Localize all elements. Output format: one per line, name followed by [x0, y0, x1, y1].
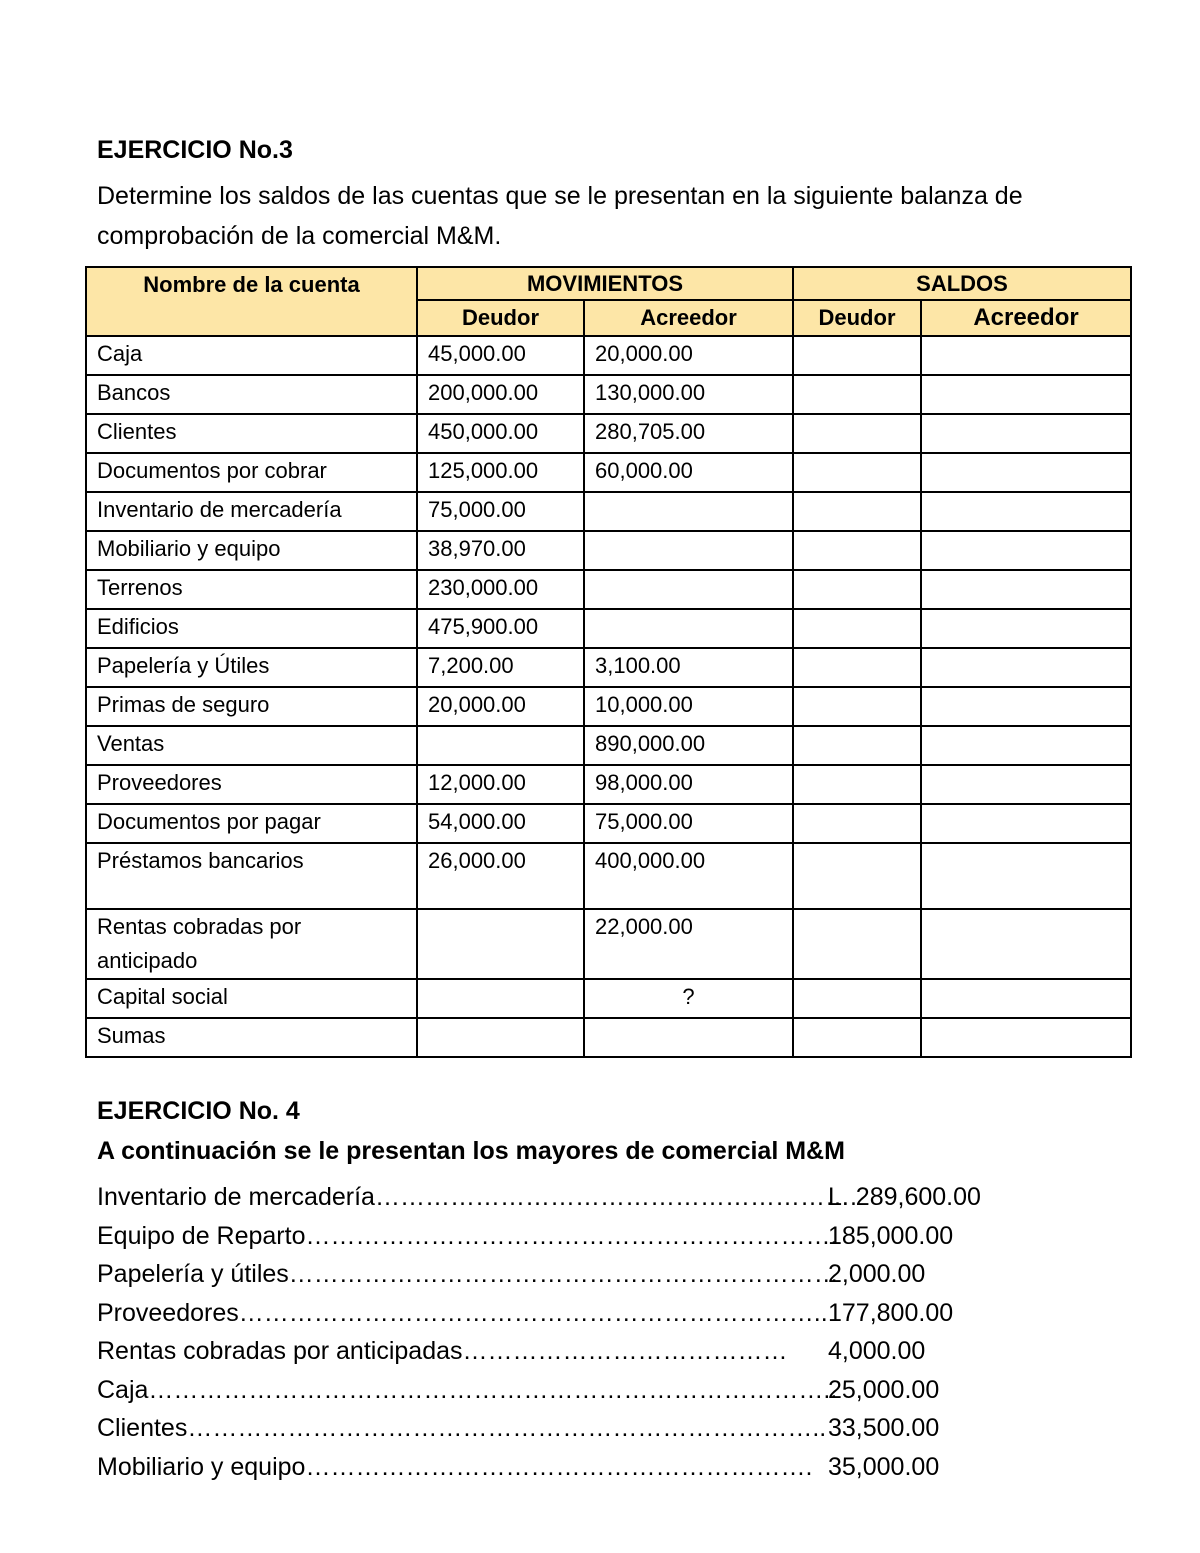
table-row: [86, 648, 1131, 687]
dot-leader: ……………………………………………………………..: [238, 1298, 828, 1327]
cell-movement-debit: 20,000.00: [417, 687, 584, 726]
cell-balance-credit: [921, 570, 1131, 609]
cell-account-name: Bancos: [86, 375, 417, 414]
cell-balance-credit: [921, 453, 1131, 492]
cell-movement-debit: [417, 1018, 584, 1057]
cell-movement-debit: 26,000.00: [417, 843, 584, 909]
cell-account-name: Papelería y Útiles: [86, 648, 417, 687]
cell-account-name: Terrenos: [86, 570, 417, 609]
table-row: [86, 531, 1131, 570]
cell-balance-debit: [793, 726, 921, 765]
cell-movement-credit: 60,000.00: [584, 453, 793, 492]
cell-account-name: Mobiliario y equipo: [86, 531, 417, 570]
cell-account-name: Ventas: [86, 726, 417, 765]
dot-leader: …………………………………………………………………..: [187, 1414, 827, 1442]
table-row: [86, 414, 1131, 453]
account-amount: 35,000.00: [828, 1452, 940, 1481]
cell-movement-debit: [417, 726, 584, 765]
cell-account-name: Documentos por pagar: [86, 804, 417, 843]
cell-balance-credit: [921, 909, 1131, 979]
account-amount: 33,500.00: [828, 1414, 940, 1442]
table-row: [86, 726, 1131, 765]
table-row: [86, 1018, 1131, 1057]
dot-leader: ………………………………………………….: [374, 1183, 857, 1211]
account-name: Rentas cobradas por anticipadas: [97, 1337, 463, 1365]
cell-balance-debit: [793, 414, 921, 453]
cell-balance-debit: [793, 843, 921, 909]
account-name-with-leader: [97, 1409, 827, 1448]
table-row: [86, 570, 1131, 609]
account-amount: 2,000.00: [828, 1260, 926, 1288]
header-movements-credit: Acreedor: [584, 300, 793, 336]
account-amount: 25,000.00: [828, 1375, 940, 1404]
cell-account-name: Documentos por cobrar: [86, 453, 417, 492]
account-name-with-leader: [97, 1255, 839, 1294]
cell-balance-credit: [921, 1018, 1131, 1057]
account-name: Equipo de Reparto: [97, 1221, 306, 1250]
cell-balance-credit: [921, 336, 1131, 375]
cell-balance-debit: [793, 570, 921, 609]
table-row: [86, 804, 1131, 843]
account-name: Clientes: [97, 1414, 188, 1442]
cell-movement-debit: 7,200.00: [417, 648, 584, 687]
header-balances: SALDOS: [793, 267, 1131, 300]
cell-account-name: Clientes: [86, 414, 417, 453]
account-name-with-leader: [97, 1294, 828, 1333]
account-amount: 177,800.00: [828, 1298, 954, 1327]
cell-movement-credit: [584, 570, 793, 609]
cell-account-name: Rentas cobradas por anticipado: [86, 909, 417, 979]
cell-movement-credit: 75,000.00: [584, 804, 793, 843]
exercise-3-title: EJERCICIO No.3: [97, 136, 293, 164]
cell-balance-credit: [921, 726, 1131, 765]
cell-balance-debit: [793, 979, 921, 1018]
dot-leader: ………………………………………………………………………..: [148, 1375, 838, 1404]
cell-movement-debit: 45,000.00: [417, 336, 584, 375]
cell-balance-debit: [793, 1018, 921, 1057]
cell-movement-credit: 890,000.00: [584, 726, 793, 765]
header-balances-credit: Acreedor: [921, 300, 1131, 336]
cell-account-name: Proveedores: [86, 765, 417, 804]
ledger-accounts-list: [97, 1178, 1097, 1486]
cell-movement-credit: [584, 609, 793, 648]
cell-balance-credit: [921, 414, 1131, 453]
cell-balance-debit: [793, 492, 921, 531]
account-name-with-leader: [97, 1217, 838, 1256]
cell-movement-debit: 230,000.00: [417, 570, 584, 609]
table-row: [86, 609, 1131, 648]
cell-balance-credit: [921, 531, 1131, 570]
list-item: [97, 1371, 1097, 1410]
cell-movement-debit: [417, 909, 584, 979]
cell-movement-debit: 125,000.00: [417, 453, 584, 492]
cell-balance-debit: [793, 336, 921, 375]
cell-balance-debit: [793, 531, 921, 570]
dot-leader: …………………………………………………….: [305, 1452, 813, 1481]
cell-movement-debit: 12,000.00: [417, 765, 584, 804]
cell-movement-debit: 38,970.00: [417, 531, 584, 570]
cell-balance-credit: [921, 687, 1131, 726]
account-amount: 185,000.00: [828, 1221, 954, 1250]
account-name: Inventario de mercadería: [97, 1183, 375, 1211]
cell-movement-credit: 22,000.00: [584, 909, 793, 979]
exercise-3-description: Determine los saldos de las cuentas que se le presentan en la siguiente balanza de comprobación de la comercial M&M.: [97, 182, 1023, 250]
account-name: Caja: [97, 1375, 149, 1404]
table-row: [86, 453, 1131, 492]
cell-account-name: Primas de seguro: [86, 687, 417, 726]
cell-balance-debit: [793, 909, 921, 979]
account-name: Mobiliario y equipo: [97, 1452, 306, 1481]
account-name-with-leader: [97, 1178, 857, 1217]
header-balances-debit: Deudor: [793, 300, 921, 336]
cell-balance-credit: [921, 804, 1131, 843]
list-item: [97, 1448, 1097, 1487]
table-row: [86, 765, 1131, 804]
cell-balance-credit: [921, 648, 1131, 687]
cell-balance-debit: [793, 609, 921, 648]
cell-movement-debit: 200,000.00: [417, 375, 584, 414]
cell-balance-debit: [793, 453, 921, 492]
exercise-4-title: EJERCICIO No. 4: [97, 1097, 300, 1125]
cell-movement-credit: 280,705.00: [584, 414, 793, 453]
cell-movement-debit: 450,000.00: [417, 414, 584, 453]
table-row: [86, 336, 1131, 375]
trial-balance-table: [85, 266, 1132, 1058]
list-item: [97, 1178, 1097, 1217]
account-name-with-leader: [97, 1448, 813, 1487]
list-item: [97, 1255, 1097, 1294]
cell-movement-credit: [584, 492, 793, 531]
account-name: Proveedores: [97, 1298, 239, 1327]
header-account-name: Nombre de la cuenta: [86, 267, 417, 336]
account-amount: L. 289,600.00: [828, 1183, 981, 1211]
header-movements: MOVIMIENTOS: [417, 267, 793, 300]
list-item: [97, 1217, 1097, 1256]
account-amount: 4,000.00: [828, 1337, 926, 1365]
dot-leader: …………………………………: [462, 1337, 788, 1365]
cell-balance-debit: [793, 765, 921, 804]
cell-balance-debit: [793, 648, 921, 687]
cell-account-name: Capital social: [86, 979, 417, 1018]
table-row: [86, 687, 1131, 726]
cell-balance-debit: [793, 687, 921, 726]
cell-balance-debit: [793, 375, 921, 414]
table-row: [86, 979, 1131, 1018]
table-row: [86, 375, 1131, 414]
cell-balance-credit: [921, 609, 1131, 648]
account-name-with-leader: [97, 1371, 838, 1410]
cell-movement-debit: 54,000.00: [417, 804, 584, 843]
header-movements-debit: Deudor: [417, 300, 584, 336]
account-name-with-leader: [97, 1332, 797, 1371]
cell-movement-debit: 75,000.00: [417, 492, 584, 531]
dot-leader: ……………………………………………………….: [305, 1221, 838, 1250]
table-row: [86, 843, 1131, 909]
cell-movement-credit: [584, 1018, 793, 1057]
cell-movement-credit: 3,100.00: [584, 648, 793, 687]
cell-movement-credit: 10,000.00: [584, 687, 793, 726]
cell-account-name: Inventario de mercadería: [86, 492, 417, 531]
cell-account-name: Edificios: [86, 609, 417, 648]
table-row: [86, 909, 1131, 979]
dot-leader: …………………………………………………………: [288, 1260, 839, 1288]
cell-movement-credit: ?: [584, 979, 793, 1018]
list-item: [97, 1409, 1097, 1448]
cell-balance-credit: [921, 492, 1131, 531]
cell-balance-credit: [921, 765, 1131, 804]
list-item: [97, 1294, 1097, 1333]
list-item: [97, 1332, 1097, 1371]
table-row: [86, 492, 1131, 531]
cell-movement-debit: 475,900.00: [417, 609, 584, 648]
cell-account-name: Sumas: [86, 1018, 417, 1057]
cell-balance-credit: [921, 979, 1131, 1018]
cell-movement-credit: [584, 531, 793, 570]
cell-balance-debit: [793, 804, 921, 843]
account-name: Papelería y útiles: [97, 1260, 289, 1288]
cell-movement-credit: 20,000.00: [584, 336, 793, 375]
exercise-4-subtitle: A continuación se le presentan los mayores de comercial M&M: [97, 1137, 845, 1165]
cell-account-name: Préstamos bancarios: [86, 843, 417, 909]
cell-movement-debit: [417, 979, 584, 1018]
cell-balance-credit: [921, 375, 1131, 414]
cell-movement-credit: 400,000.00: [584, 843, 793, 909]
cell-movement-credit: 98,000.00: [584, 765, 793, 804]
cell-movement-credit: 130,000.00: [584, 375, 793, 414]
cell-balance-credit: [921, 843, 1131, 909]
cell-account-name: Caja: [86, 336, 417, 375]
